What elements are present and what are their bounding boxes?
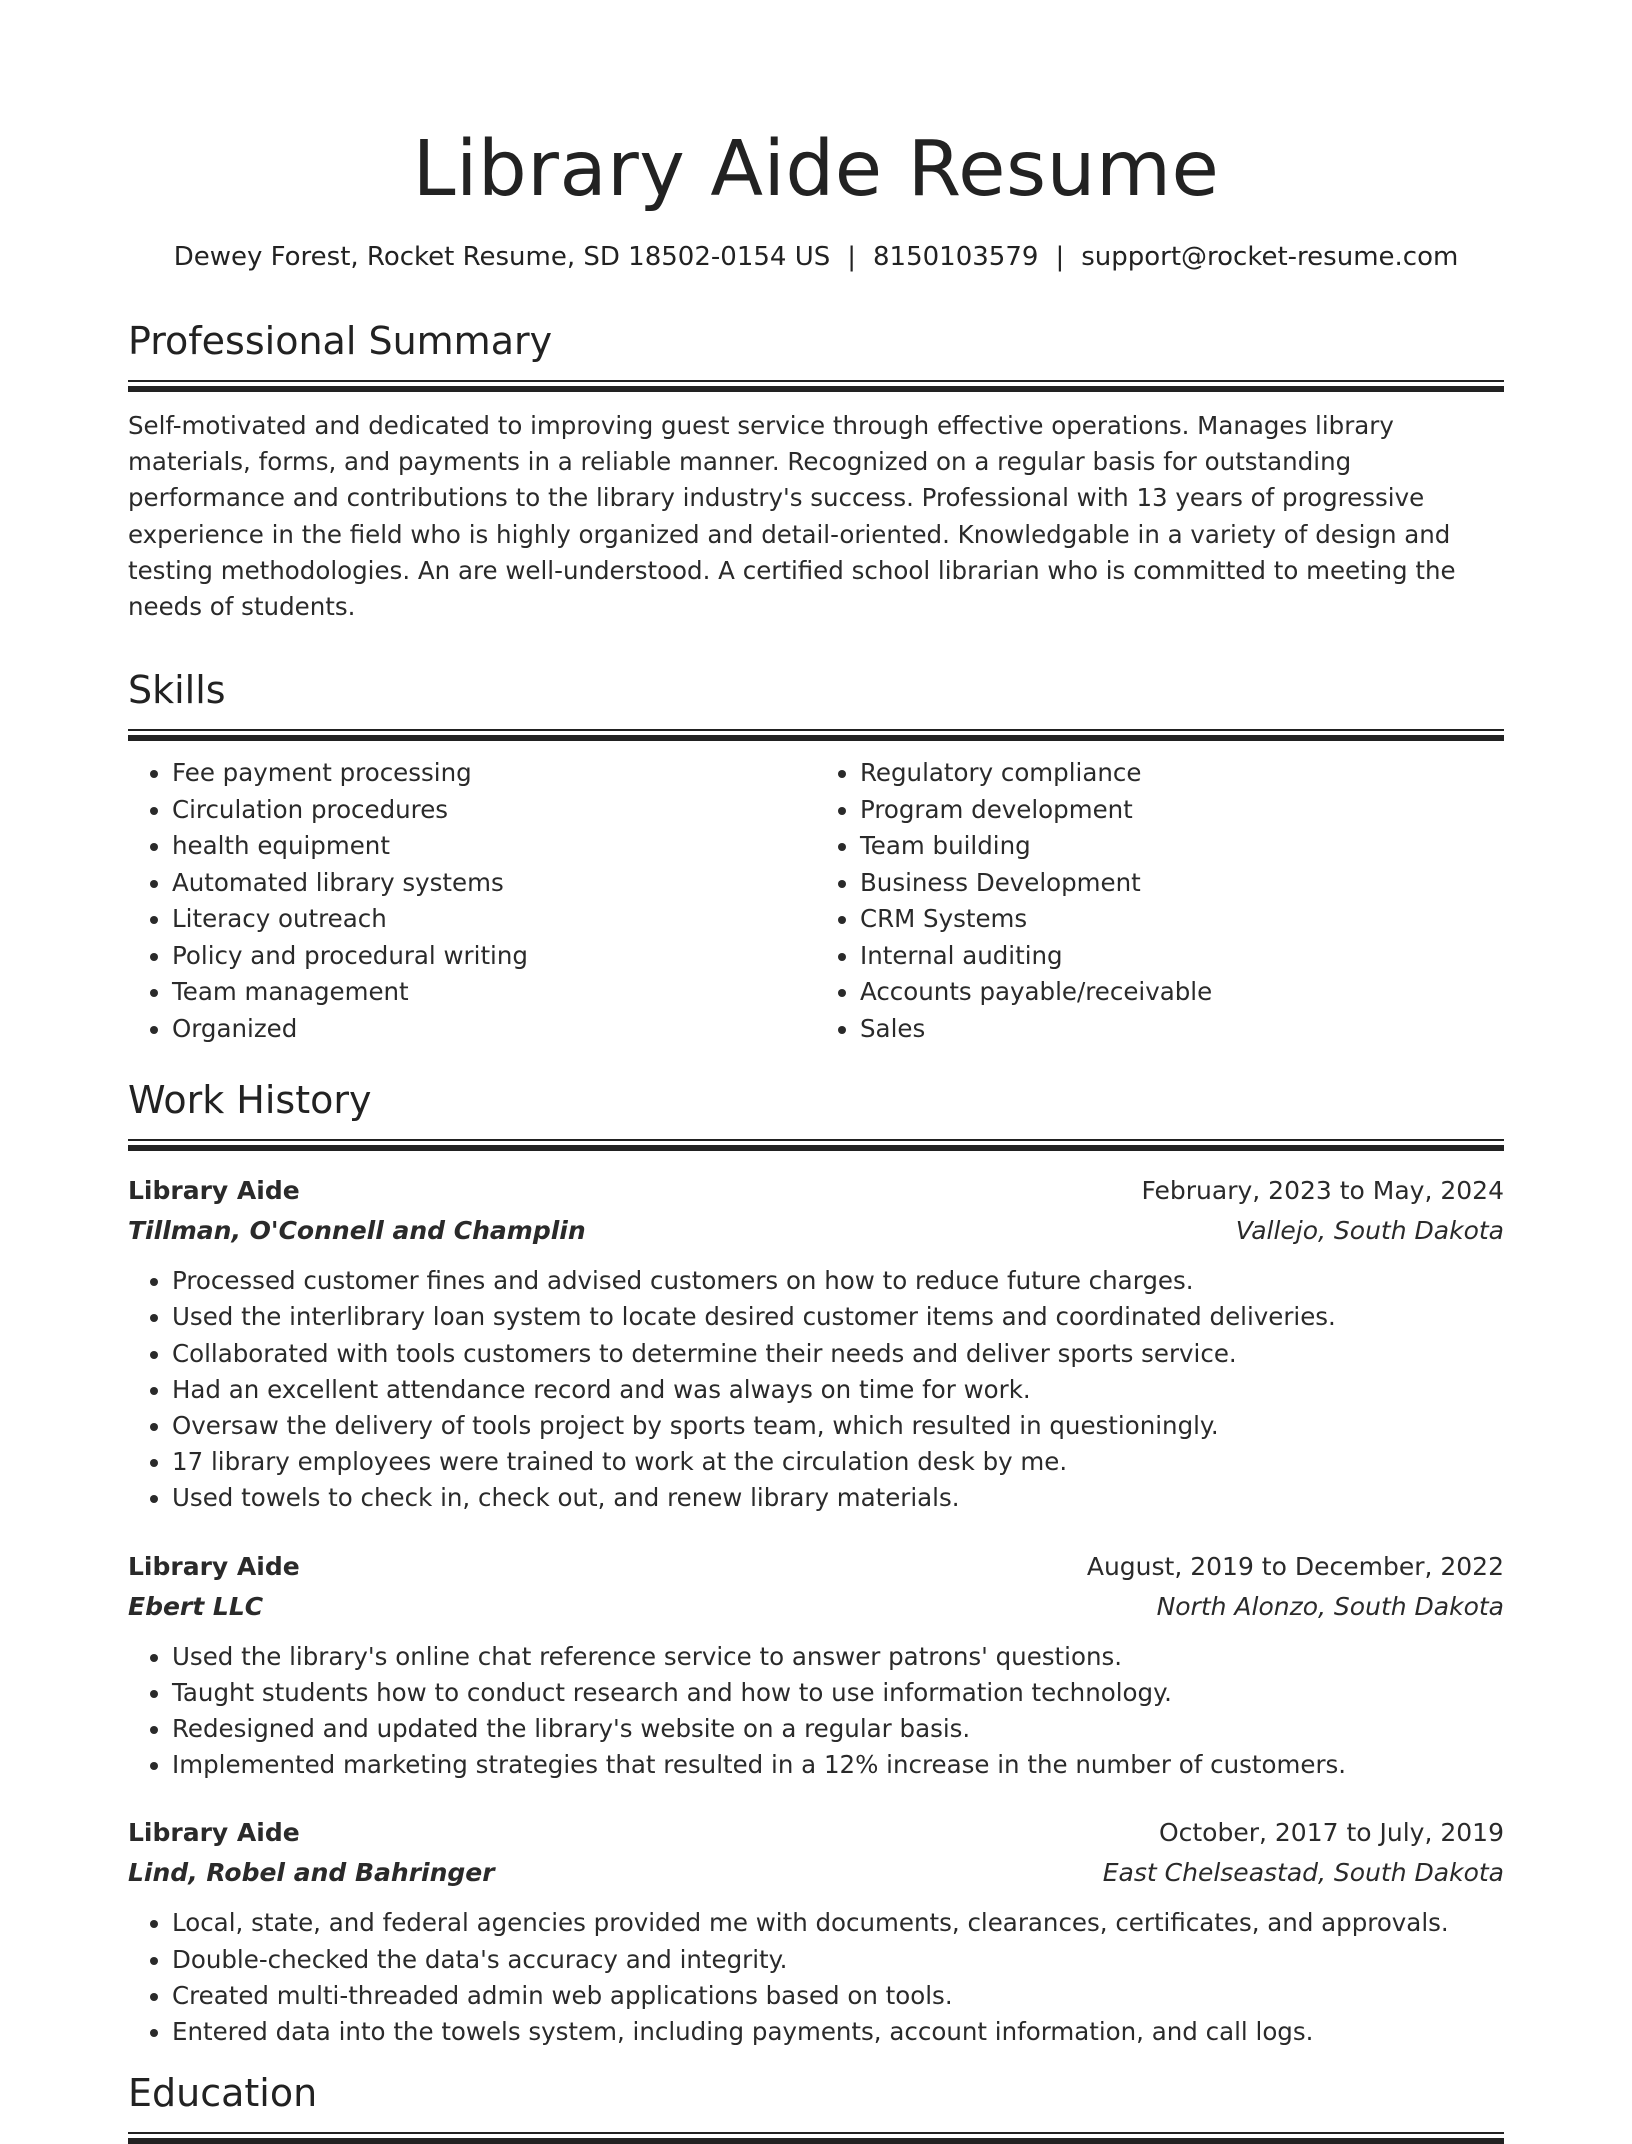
skills-columns	[128, 755, 1504, 1047]
job-bullets	[128, 1905, 1504, 2050]
job-bullet: • Local, state, and federal agencies provided me with documents, clearances, certificates, and approvals.	[172, 1905, 1504, 1941]
job-bullets	[128, 1639, 1504, 1784]
summary-text: Self-motivated and dedicated to improving guest service through effective operations. Manages library materials, forms, and payments in a reliable manner. Recognized on a regular basis for outstanding performance and contributions to the library industry's success. Professional with 13 years of progressive experience in the field who is highly organized and detail-oriented. Knowledgable in a variety of design and testing methodologies. An are well-understood. A certified school librarian who is committed to meeting the needs of students.	[128, 411, 1456, 622]
skill-item: • CRM Systems	[860, 901, 1504, 938]
job-header-row	[128, 1547, 1504, 1587]
skill-item: • health equipment	[172, 828, 816, 865]
job-bullet: • Used towels to check in, check out, and renew library materials.	[172, 1480, 1504, 1516]
job-header-row	[128, 1171, 1504, 1211]
summary-heading: Professional Summary	[128, 319, 553, 363]
education-section	[128, 2068, 1504, 2144]
job-dates: October, 2017 to July, 2019	[1158, 1818, 1504, 1848]
job-title: Library Aide	[128, 1176, 300, 1206]
job-bullet: • Used the interlibrary loan system to locate desired customer items and coordinated deliveries.	[172, 1299, 1504, 1335]
job-entry	[128, 1813, 1504, 2050]
job-bullet: • Taught students how to conduct research and how to use information technology.	[172, 1675, 1504, 1711]
job-bullet: • 17 library employees were trained to work at the circulation desk by me.	[172, 1444, 1504, 1480]
skill-item: • Business Development	[860, 865, 1504, 902]
job-bullet: • Processed customer fines and advised customers on how to reduce future charges.	[172, 1263, 1504, 1299]
skill-item: • Regulatory compliance	[860, 755, 1504, 792]
skill-item: • Policy and procedural writing	[172, 938, 816, 975]
section-divider	[128, 729, 1504, 741]
contact-address: Dewey Forest, Rocket Resume, SD 18502-0154 US	[173, 242, 831, 272]
job-title: Library Aide	[128, 1551, 300, 1581]
contact-separator: |	[1055, 242, 1065, 272]
job-bullet: • Implemented marketing strategies that resulted in a 12% increase in the number of customers.	[172, 1747, 1504, 1783]
section-divider	[128, 380, 1504, 392]
job-bullet: • Redesigned and updated the library's website on a regular basis.	[172, 1711, 1504, 1747]
job-location: North Alonzo, South Dakota	[1156, 1591, 1504, 1621]
work-history-heading: Work History	[128, 1078, 372, 1123]
section-divider	[128, 1139, 1504, 1151]
job-location: Vallejo, South Dakota	[1235, 1216, 1504, 1246]
job-bullets	[128, 1263, 1504, 1516]
page-title: Library Aide Resume	[412, 125, 1220, 214]
job-company-row	[128, 1853, 1504, 1893]
skill-item: • Internal auditing	[860, 938, 1504, 975]
skill-item: • Literacy outreach	[172, 901, 816, 938]
job-entry	[128, 1171, 1504, 1516]
section-divider	[128, 2132, 1504, 2144]
job-bullet: • Entered data into the towels system, including payments, account information, and call logs.	[172, 2014, 1504, 2050]
skill-item: • Organized	[172, 1011, 816, 1048]
skill-item: • Fee payment processing	[172, 755, 816, 792]
job-company-row	[128, 1211, 1504, 1251]
job-dates: February, 2023 to May, 2024	[1141, 1176, 1504, 1206]
job-dates: August, 2019 to December, 2022	[1086, 1551, 1504, 1581]
skills-right-list	[816, 755, 1504, 1047]
job-title: Library Aide	[128, 1818, 300, 1848]
job-entry	[128, 1547, 1504, 1784]
job-bullet: • Oversaw the delivery of tools project by sports team, which resulted in questioningly.	[172, 1408, 1504, 1444]
job-company: Tillman, O'Connell and Champlin	[128, 1216, 586, 1246]
job-bullet: • Created multi-threaded admin web applications based on tools.	[172, 1978, 1504, 2014]
job-bullet: • Collaborated with tools customers to determine their needs and deliver sports service.	[172, 1336, 1504, 1372]
skills-left-list	[128, 755, 816, 1047]
contact-email: support@rocket-resume.com	[1081, 242, 1459, 272]
job-header-row	[128, 1813, 1504, 1853]
skills-heading: Skills	[128, 668, 226, 713]
skill-item: • Team management	[172, 974, 816, 1011]
work-history-section	[128, 1075, 1504, 2050]
summary-section	[128, 316, 1504, 625]
skill-item: • Circulation procedures	[172, 792, 816, 829]
contact-separator: |	[847, 242, 857, 272]
job-location: East Chelseastad, South Dakota	[1102, 1858, 1504, 1888]
education-heading: Education	[128, 2071, 318, 2116]
skill-item: • Team building	[860, 828, 1504, 865]
skills-section	[128, 665, 1504, 1047]
skill-item: • Automated library systems	[172, 865, 816, 902]
job-bullet: • Had an excellent attendance record and was always on time for work.	[172, 1372, 1504, 1408]
job-bullet: • Used the library's online chat reference service to answer patrons' questions.	[172, 1639, 1504, 1675]
job-company: Lind, Robel and Bahringer	[128, 1858, 495, 1888]
job-bullet: • Double-checked the data's accuracy and integrity.	[172, 1942, 1504, 1978]
contact-phone: 8150103579	[873, 242, 1039, 272]
contact-line	[128, 238, 1504, 276]
skill-item: • Sales	[860, 1011, 1504, 1048]
skill-item: • Accounts payable/receivable	[860, 974, 1504, 1011]
job-company: Ebert LLC	[128, 1591, 264, 1621]
skill-item: • Program development	[860, 792, 1504, 829]
job-company-row	[128, 1587, 1504, 1627]
